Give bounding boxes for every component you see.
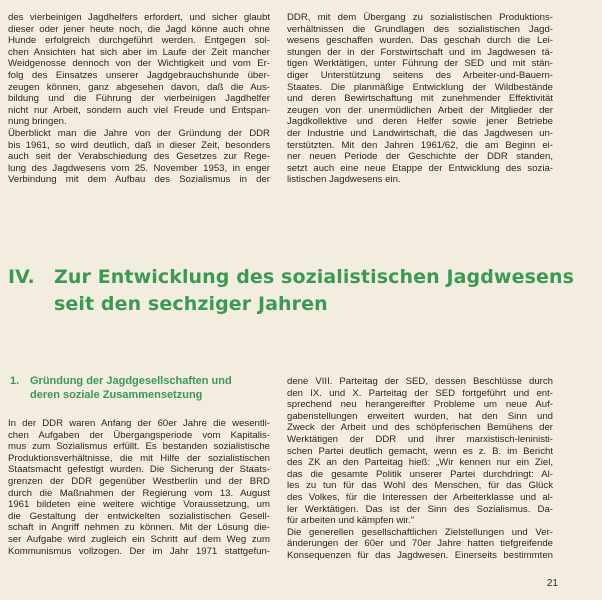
chapter-heading bbox=[8, 264, 588, 318]
text-line: Staatsmacht gefestigt wurden. Die Sicherung der Staats- bbox=[8, 464, 270, 476]
text-line: das die gesamte Politik unserer Partei durchdringt: Al- bbox=[287, 468, 553, 480]
text-line: listischen Jagdwesens ein. bbox=[287, 174, 401, 186]
text-line: chen Ansichten hat sich aber im Laufe der Zeit mancher bbox=[8, 46, 270, 58]
text-line: folg des Einsatzes unserer Jagdgebrauchshunde über- bbox=[8, 69, 270, 81]
text-line: zeugen von der unermüdlichen Arbeit der Mitglieder der bbox=[287, 104, 553, 116]
text-line: stungen der in der Forstwirtschaft und im Jagdwesen tä- bbox=[287, 46, 553, 58]
chapter-title-line-1: Zur Entwicklung des sozialistischen Jagdwesens bbox=[54, 266, 575, 288]
text-line: Überblickt man die Jahre von der Gründung der DDR bbox=[8, 127, 270, 139]
text-line: schaft in Angriff nehmen zu können. Mit der Lösung die- bbox=[8, 522, 270, 534]
text-line: nicht nur Arbeit, sondern auch viel Freude und Entspan- bbox=[8, 104, 270, 116]
text-line: des vierbeinigen Jagdhelfers erfordert, und sicher glaubt bbox=[8, 12, 270, 23]
text-line: schen Partei deutlich gemacht, wenn es z. B. im Bericht bbox=[287, 445, 553, 457]
text-line: gabenstellungen erweitert wurden, hat den Sinn und bbox=[287, 410, 553, 422]
text-line: Verbindung mit dem Aufbau des Sozialismus in der bbox=[8, 174, 270, 186]
top-right-column bbox=[287, 12, 553, 186]
text-line: wesens geschaffen wurden. Das geschah durch die Lei- bbox=[287, 35, 553, 47]
bottom-right-column bbox=[287, 376, 553, 562]
text-line: 1961 bildeten eine weitere wichtige Voraussetzung, um bbox=[8, 499, 270, 511]
text-line: diger Unterstützung seitens des Arbeiter-und-Bauern- bbox=[287, 69, 553, 81]
chapter-title-line-2: seit den sechziger Jahren bbox=[54, 293, 328, 315]
text-line: setzt auch eine neue Etappe der Entwicklung des sozia- bbox=[287, 162, 553, 174]
bottom-left-column bbox=[8, 418, 270, 557]
text-line: Hunde erfolgreich durchgeführt werden. Entgegen sol- bbox=[8, 35, 270, 47]
text-line: sprechend neu herangereifter Probleme um neue Auf- bbox=[287, 399, 553, 411]
text-line: Staates. Die planmäßige Entwicklung der Wildbestände bbox=[287, 81, 553, 93]
text-line: ler Werktätigen. Das ist der Sinn des Sozialismus. Da- bbox=[287, 503, 553, 515]
text-line: Die generellen gesellschaftlichen Zielstellungen und Ver- bbox=[287, 526, 553, 538]
text-line: les zu tun für das Wohl des Menschen, für das Glück bbox=[287, 480, 553, 492]
text-line: zeugen können, ganz abgesehen davon, daß die Aus- bbox=[8, 81, 270, 93]
section-title-line-1: Gründung der Jagdgesellschaften und bbox=[30, 375, 232, 387]
text-line: ser Aufgabe wird zugleich ein Schritt auf dem Weg zum bbox=[8, 533, 270, 545]
text-line: ner neuen Periode der Geschichte der DDR standen, bbox=[287, 151, 553, 163]
section-heading bbox=[10, 374, 272, 402]
text-line: änderungen der 60er und 70er Jahre hatten tiefgreifende bbox=[287, 538, 553, 550]
text-line: lung des Jagdwesens vom 25. November 1953, in enger bbox=[8, 162, 270, 174]
text-line: nung bringen. bbox=[8, 116, 67, 128]
section-number: 1. bbox=[10, 375, 20, 387]
text-line: Weidgenosse dennoch von der Wichtigkeit und vom Er- bbox=[8, 58, 270, 70]
text-line: verhältnissen die Grundlagen des sozialistischen Jagd- bbox=[287, 23, 553, 35]
text-line: Jagdkollektive und deren Helfer sowie jener Betriebe bbox=[287, 116, 553, 128]
text-line: bis 1961, so wird deutlich, daß in dieser Zeit, besonders bbox=[8, 139, 270, 151]
text-line: auch seit der Verabschiedung des Gesetzes zur Rege- bbox=[8, 151, 270, 163]
text-line: Kommunismus vollzogen. Der im Jahr 1971 stattgefun- bbox=[8, 545, 270, 557]
text-line: dieser oder jener heute noch, die Jagd könne auch ohne bbox=[8, 23, 270, 35]
text-line: des Volkes, für die Interessen der Arbeiterklasse und al- bbox=[287, 491, 553, 503]
text-line: der Industrie und Landwirtschaft, die das Jagdwesen un- bbox=[287, 127, 553, 139]
text-line: und deren Bewirtschaftung mit zunehmender Effektivität bbox=[287, 93, 553, 105]
text-line: die Gestaltung der entwickelten sozialistischen Gesell- bbox=[8, 510, 270, 522]
text-line: Produktionsverhältnisse, die mit Hilfe der sozialistischen bbox=[8, 452, 270, 464]
text-line: DDR, mit dem Übergang zu sozialistischen Produktions- bbox=[287, 12, 553, 23]
text-line: dene VIII. Parteitag der SED, dessen Beschlüsse durch bbox=[287, 376, 553, 387]
text-line: In der DDR waren Anfang der 60er Jahre die wesentli- bbox=[8, 418, 270, 429]
text-line: des ZK an den Parteitag hieß: „Wir kennen nur ein Ziel, bbox=[287, 457, 553, 469]
text-line: bildung und die Führung der vierbeinigen Jagdhelfer bbox=[8, 93, 270, 105]
text-line: grenzen der DDR gegenüber Westberlin und der BRD bbox=[8, 475, 270, 487]
text-line: den IX. und X. Parteitag der SED fortgeführt und ent- bbox=[287, 387, 553, 399]
chapter-number: IV. bbox=[8, 266, 35, 288]
section-title-line-2: deren soziale Zusammensetzung bbox=[30, 389, 203, 401]
text-line: für arbeiten und kämpfen wir." bbox=[287, 515, 415, 527]
text-line: chen Aufgaben der Übergangsperiode vom Kapitalis- bbox=[8, 429, 270, 441]
page-number: 21 bbox=[546, 578, 558, 589]
top-left-column bbox=[8, 12, 270, 186]
text-line: durch die Maßnahmen der Regierung vom 13. August bbox=[8, 487, 270, 499]
text-line: tigen Werktätigen, unter Führung der SED und mit stän- bbox=[287, 58, 553, 70]
text-line: Konsequenzen für das Jagdwesen. Einerseits bestimmten bbox=[287, 549, 553, 561]
text-line: terstützten. Mit den Jahren 1961/62, die am Beginn ei- bbox=[287, 139, 553, 151]
text-line: Zweck der Arbeit und des schöpferischen Bemühens der bbox=[287, 422, 553, 434]
text-line: Werktätigen der DDR und ihrer marxistisch-leninisti- bbox=[287, 433, 553, 445]
text-line: mus zum Sozialismus erfüllt. Es bestanden sozialistische bbox=[8, 441, 270, 453]
